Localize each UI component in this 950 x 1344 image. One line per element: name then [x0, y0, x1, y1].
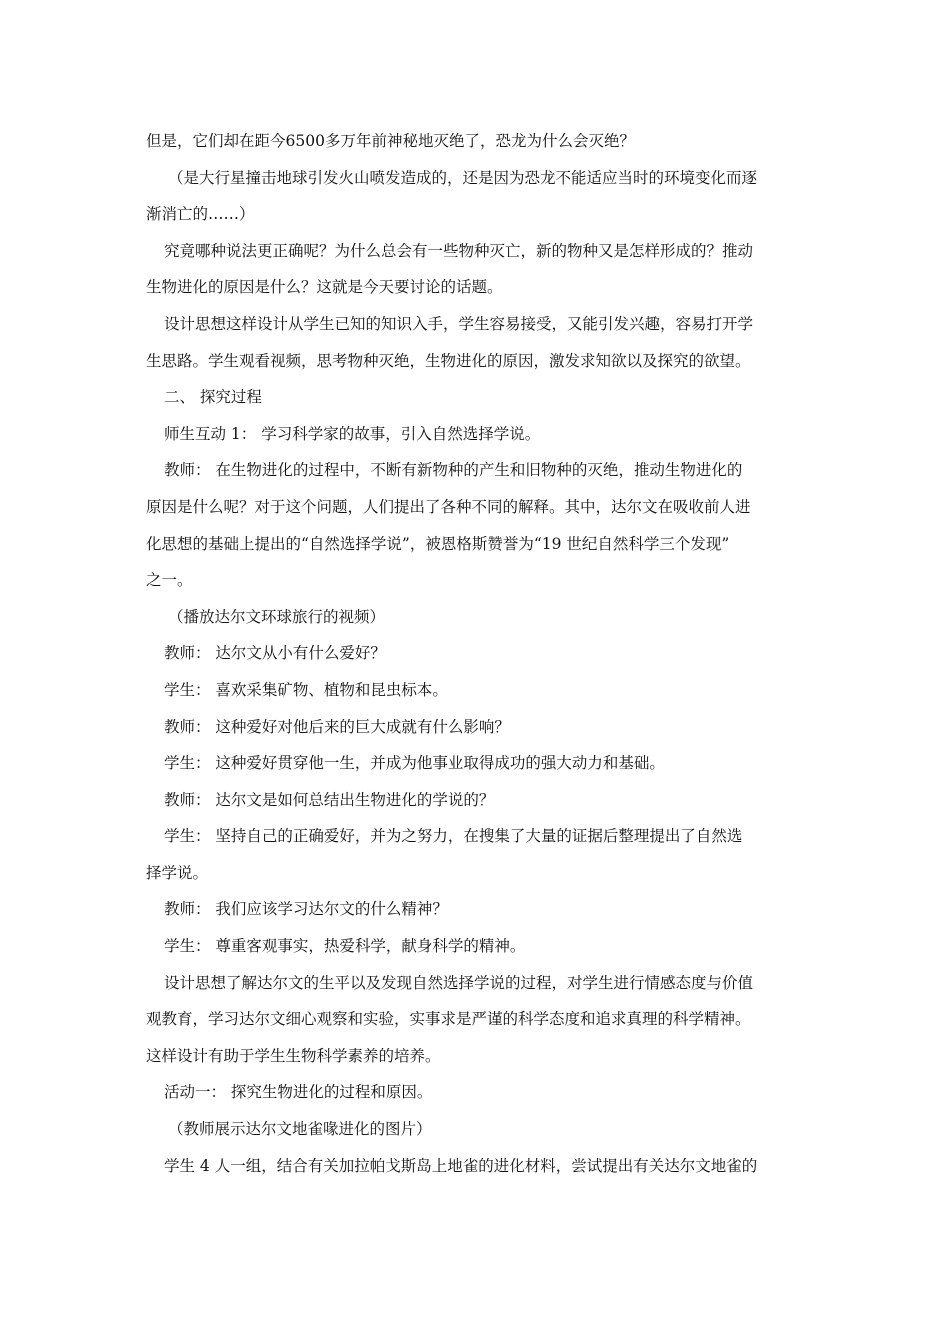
paragraph [146, 1148, 808, 1185]
text-line: 学生： 这种爱好贯穿他一生，并成为他事业取得成功的强大动力和基础。 [164, 754, 665, 773]
text-line: 学生： 喜欢采集矿物、植物和昆虫标本。 [164, 680, 448, 699]
text-line: 教师： 这种爱好对他后来的巨大成就有什么影响？ [164, 717, 510, 736]
dialogue-line [146, 891, 808, 928]
dialogue-line [146, 782, 808, 819]
paragraph [146, 123, 808, 160]
text-line: 生物进化的原因是什么？这就是今天要讨论的话题。 [146, 278, 503, 297]
text-line: （是大行星撞击地球引发火山喷发造成的，还是因为恐龙不能适应当时的环境变化而逐 [168, 168, 758, 187]
dialogue-line [146, 709, 808, 746]
text-line: 之一。 [146, 571, 193, 590]
dialogue-line [146, 928, 808, 965]
text-line: 设计思想这样设计从学生已知的知识入手，学生容易接受，又能引发兴趣，容易打开学 [164, 314, 754, 333]
paragraph [146, 416, 808, 453]
text-line: （播放达尔文环球旅行的视频） [168, 607, 386, 626]
text-line: 学生 4 人一组，结合有关加拉帕戈斯岛上地雀的进化材料，尝试提出有关达尔文地雀的 [164, 1156, 758, 1175]
text-line: 观教育，学习达尔文细心观察和实验，实事求是严谨的科学态度和追求真理的科学精神。 [146, 1010, 751, 1029]
text-line: 教师： 达尔文从小有什么爱好？ [164, 644, 386, 663]
text-line: 教师： 达尔文是如何总结出生物进化的学说的？ [164, 790, 495, 809]
text-line: 教师： 在生物进化的过程中，不断有新物种的产生和旧物种的灭绝，推动生物进化的 [164, 461, 743, 480]
text-line: 这样设计有助于学生生物科学素养的培养。 [146, 1046, 441, 1065]
dialogue-line [146, 672, 808, 709]
text-line: 学生： 尊重客观事实，热爱科学，献身科学的精神。 [164, 937, 526, 956]
text-line: 原因是什么呢？对于这个问题，人们提出了各种不同的解释。其中，达尔文在吸收前人进 [146, 497, 751, 516]
text-line: （教师展示达尔文地雀喙进化的图片） [168, 1120, 432, 1139]
text-line: 究竟哪种说法更正确呢？为什么总会有一些物种灭亡，新的物种又是怎样形成的？推动 [164, 241, 754, 260]
document-body [146, 123, 808, 1184]
paragraph [146, 160, 808, 233]
text-line: 设计思想了解达尔文的生平以及发现自然选择学说的过程，对学生进行情感态度与价值 [164, 973, 754, 992]
text-line: 二、 探究过程 [164, 388, 262, 407]
dialogue-line [146, 635, 808, 672]
text-line: 教师： 我们应该学习达尔文的什么精神？ [164, 900, 448, 919]
paragraph [146, 1074, 808, 1111]
paragraph [146, 599, 808, 636]
paragraph [146, 1111, 808, 1148]
dialogue-line [146, 818, 808, 891]
paragraph [146, 965, 808, 1075]
text-line: 化思想的基础上提出的“自然选择学说”，被恩格斯赞誉为“19 世纪自然科学三个发现” [146, 534, 730, 553]
text-line: 择学说。 [146, 863, 209, 882]
text-line: 渐消亡的……） [146, 205, 255, 224]
section-heading [146, 379, 808, 416]
text-line: 但是，它们却在距今6500多万年前神秘地灭绝了，恐龙为什么会灭绝？ [146, 132, 635, 150]
text-line: 活动一： 探究生物进化的过程和原因。 [164, 1083, 433, 1102]
text-line: 学生： 坚持自己的正确爱好，并为之努力，在搜集了大量的证据后整理提出了自然选 [164, 827, 743, 846]
text-line: 师生互动 1： 学习科学家的故事，引入自然选择学说。 [164, 424, 541, 443]
paragraph [146, 452, 808, 598]
paragraph [146, 306, 808, 379]
dialogue-line [146, 745, 808, 782]
text-line: 生思路。学生观看视频，思考物种灭绝，生物进化的原因，激发求知欲以及探究的欲望。 [146, 351, 751, 370]
paragraph [146, 233, 808, 306]
